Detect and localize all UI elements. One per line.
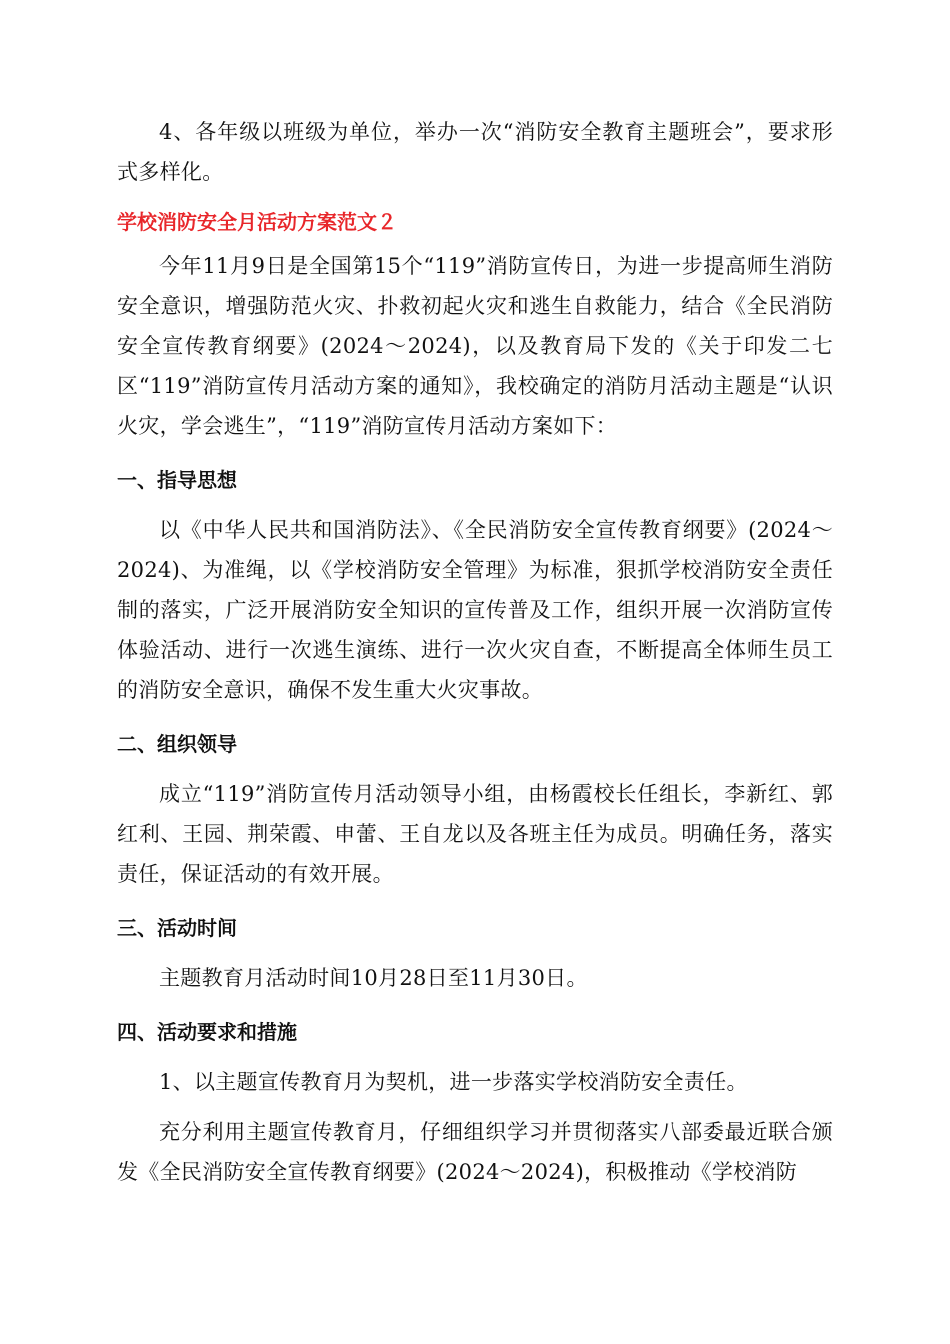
heading-activity-time: 三、活动时间	[117, 916, 237, 940]
heading-organization: 二、组织领导	[117, 732, 237, 756]
paragraph-activity-time: 主题教育月活动时间10月28日至11月30日。	[159, 966, 588, 990]
paragraph-guiding-ideology: 以《中华人民共和国消防法》、《全民消防安全宣传教育纲要》(2024～2024)、为准绳，以《学校消防安全管理》为标准，狠抓学校消防安全责任制的落实，广泛开展消防安全知识的宣传普及工作，组织开展一次消防宣传体验活动、进行一次逃生演练、进行一次火灾自查，不断提高全体师生员工的消防安全意识，确保不发生重大火灾事故。	[117, 518, 833, 702]
paragraph-background: 今年11月9日是全国第15个“119”消防宣传日，为进一步提高师生消防安全意识，增强防范火灾、扑救初起火灾和逃生自救能力，结合《全民消防安全宣传教育纲要》(2024～2024)，以及教育局下发的《关于印发二七区“119”消防宣传月活动方案的通知》，我校确定的消防月活动主题是“认识火灾，学会逃生”，“119”消防宣传月活动方案如下：	[117, 254, 833, 438]
document-body	[117, 112, 833, 1192]
paragraph-organization: 成立“119”消防宣传月活动领导小组，由杨霞校长任组长，李新红、郭红利、王园、荆荣霞、申蕾、王自龙以及各班主任为成员。明确任务，落实责任，保证活动的有效开展。	[117, 782, 833, 886]
paragraph-item-4: 4、各年级以班级为单位，举办一次“消防安全教育主题班会”，要求形式多样化。	[117, 120, 833, 184]
heading-requirements: 四、活动要求和措施	[117, 1020, 297, 1044]
paragraph-requirement-body: 充分利用主题宣传教育月，仔细组织学习并贯彻落实八部委最近联合颁发《全民消防安全宣传教育纲要》(2024～2024)，积极推动《学校消防	[117, 1120, 833, 1184]
spacer	[117, 1102, 833, 1112]
paragraph-requirement-1: 1、以主题宣传教育月为契机，进一步落实学校消防安全责任。	[159, 1070, 748, 1094]
section-title: 学校消防安全月活动方案范文２	[117, 210, 397, 234]
heading-guiding-ideology: 一、指导思想	[117, 468, 237, 492]
